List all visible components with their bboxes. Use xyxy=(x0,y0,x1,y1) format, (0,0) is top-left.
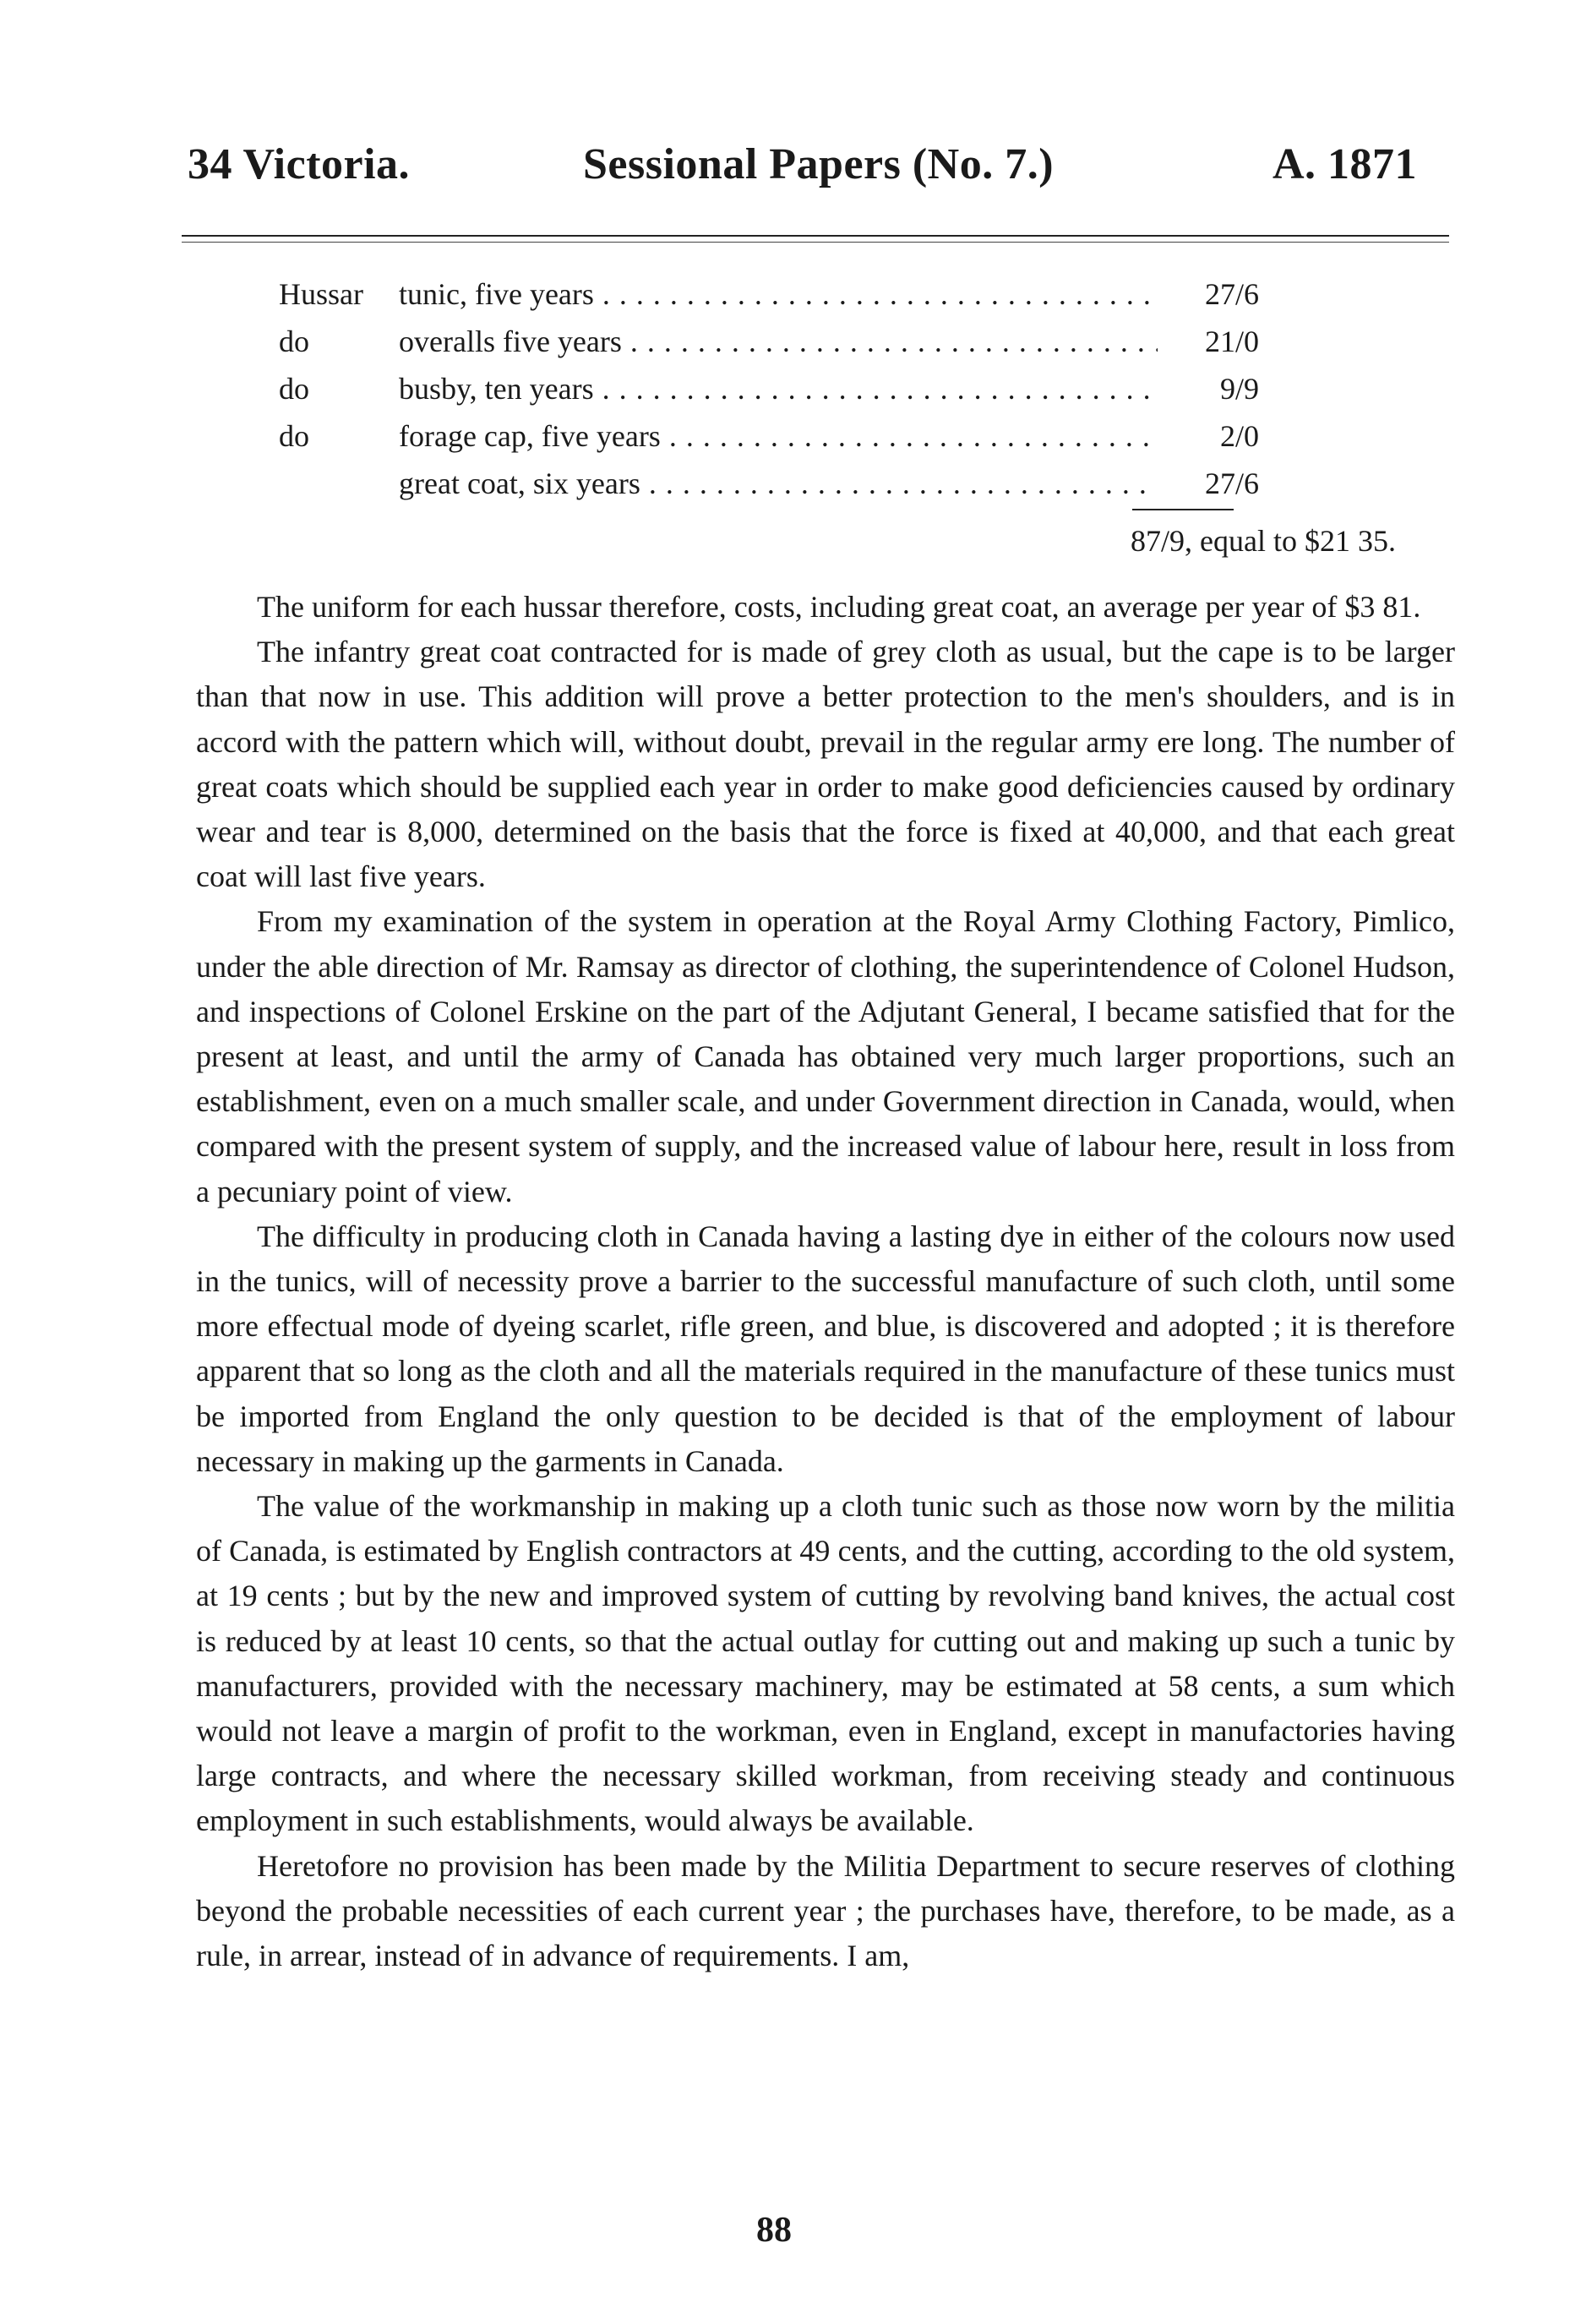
cost-row xyxy=(279,270,1259,318)
cost-total: 87/9, equal to $21 35. xyxy=(1131,524,1396,558)
cost-unit: do xyxy=(279,419,309,453)
cost-row xyxy=(279,460,1259,507)
cost-price: 9/9 xyxy=(1219,372,1259,406)
cost-price: 21/0 xyxy=(1204,325,1259,358)
cost-row xyxy=(279,412,1259,460)
cost-price: 27/6 xyxy=(1204,466,1259,500)
paragraph: From my examination of the system in operation at the Royal Army Clothing Factory, Pimlico, under the able direction of Mr. Ramsay as director of clothing, the superintendence of Colonel Hudson, and inspections of Colonel Erskine on the part of the Adjutant General, I became satisfied that for the present at least, and until the army of Canada has obtained very much larger proportions, such an establishment, even on a much smaller scale, and under Government direction in Canada, would, when compared with the present system of supply, and the increased value of labour here, result in loss from a pecuniary point of view. xyxy=(196,904,1455,1208)
paragraph: The uniform for each hussar therefore, costs, including great coat, an average per year of $3 81. xyxy=(257,590,1421,624)
paragraph: The difficulty in producing cloth in Canada having a lasting dye in either of the colours now used in the tunics, will of necessity prove a barrier to the successful manufacture of such cloth, until some more effectual mode of dyeing scarlet, rifle green, and blue, is discovered and adopted ; it is therefore apparent that so long as the cloth and all the materials required in the manufacture of these tunics must be imported from England the only question to be decided is that of the employment of labour necessary in making up the garments in Canada. xyxy=(196,1219,1455,1478)
header-rule-thin xyxy=(182,242,1449,243)
header-rule xyxy=(182,235,1449,237)
header-session: 34 Victoria. xyxy=(188,140,411,188)
paragraph: The value of the workmanship in making up a cloth tunic such as those now worn by the militia of Canada, is estimated by English contractors at 49 cents, and the cutting, according to the old system, at 19 cents ; but by the new and improved system of cutting by revolving band knives, the actual cost is reduced by at least 10 cents, so that the actual outlay for cutting out and making up such a tunic by manufacturers, provided with the necessary machinery, may be estimated at 58 cents, a sum which would not leave a margin of profit to the workman, even in England, except in manufactories having large contracts, and where the necessary skilled workman, from receiving steady and continuous employment in such establishments, would always be available. xyxy=(196,1489,1455,1838)
total-rule xyxy=(1132,509,1234,510)
paragraph: The infantry great coat contracted for is made of grey cloth as usual, but the cape is to be larger than that now in use. This addition will prove a better protection to the men's shoulders, and is in accord with the pattern which will, without doubt, prevail in the regular army ere long. The number of great coats which should be supplied each year in order to make good deficiencies caused by ordinary wear and tear is 8,000, determined on the basis that the force is fixed at 40,000, and that each great coat will last five years. xyxy=(196,635,1455,894)
page-number: 88 xyxy=(756,2211,792,2250)
cost-price: 2/0 xyxy=(1219,419,1259,453)
cost-item: busby, ten years . . . xyxy=(399,365,1158,412)
cost-unit: do xyxy=(279,372,309,406)
cost-row xyxy=(279,365,1259,412)
cost-unit: Hussar xyxy=(279,277,363,311)
uniform-cost-table xyxy=(279,270,1259,507)
cost-unit: do xyxy=(279,325,309,358)
cost-item: great coat, six years . . . xyxy=(399,460,1158,507)
cost-item: forage cap, five years . . . xyxy=(399,412,1158,460)
cost-price: 27/6 xyxy=(1204,277,1259,311)
cost-item: overalls five years . . . xyxy=(399,318,1158,365)
body-text xyxy=(196,585,1455,1978)
cost-item: tunic, five years . . . xyxy=(399,270,1158,318)
header-title: Sessional Papers (No. 7.) xyxy=(583,140,1055,188)
header-year: A. 1871 xyxy=(1273,140,1418,188)
cost-row xyxy=(279,318,1259,365)
paragraph: Heretofore no provision has been made by the Militia Department to secure reserves of clothing beyond the probable necessities of each current year ; the purchases have, therefore, to be made, as a rule, in arrear, instead of in advance of requirements. I am, xyxy=(196,1848,1455,1973)
